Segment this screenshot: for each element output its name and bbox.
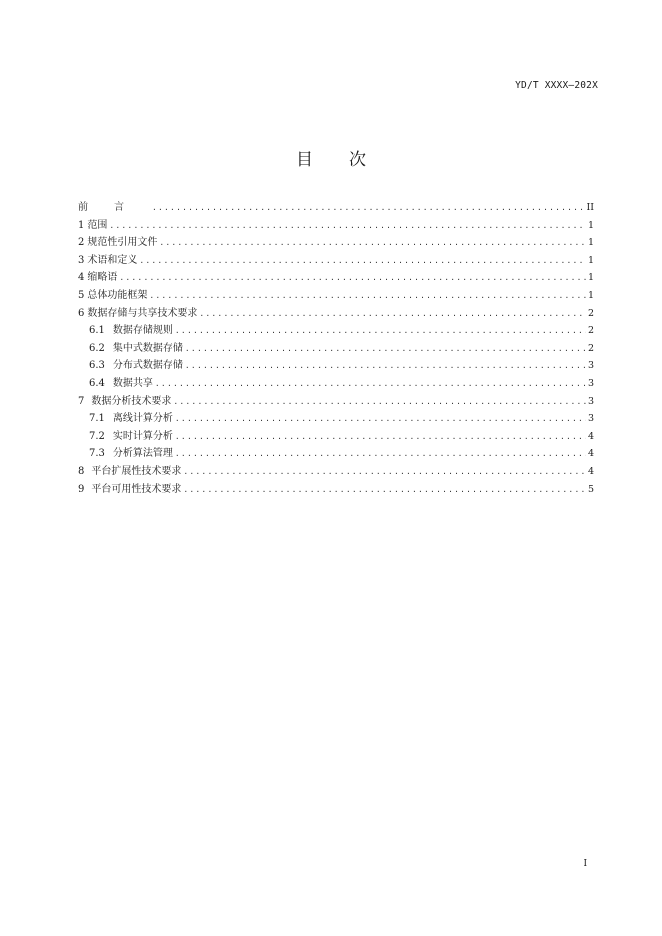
toc-dot-leader	[185, 357, 586, 375]
toc-entry[interactable]	[78, 252, 594, 270]
toc-entry-number: 3	[78, 254, 85, 266]
toc-entry-page: 3	[587, 395, 594, 407]
toc-entry-number: 7.2	[89, 430, 105, 442]
toc-dot-leader	[175, 322, 586, 340]
toc-entry-label: 总体功能框架	[87, 289, 148, 301]
toc-entry-number: 7.1	[89, 413, 105, 425]
toc-entry-number: 8	[78, 465, 85, 477]
toc-dot-leader	[175, 445, 586, 463]
toc-entry-page: 1	[587, 237, 594, 249]
toc-entry[interactable]	[78, 340, 594, 358]
toc-entry[interactable]	[78, 463, 594, 481]
toc-entry-label: 数据分析技术要求	[91, 395, 172, 407]
toc-entry[interactable]	[78, 428, 594, 446]
toc-entry-number: 2	[78, 237, 85, 249]
toc-entry-page: 2	[587, 307, 594, 319]
toc-entry-label: 缩略语	[87, 272, 118, 284]
toc-dot-leader	[173, 393, 586, 411]
toc-dot-leader	[183, 463, 586, 481]
toc-entry-page: II	[586, 202, 594, 213]
toc-entry-number: 7.3	[89, 448, 105, 460]
toc-entry-page: 1	[587, 254, 594, 266]
toc-entry-number: 5	[78, 289, 85, 301]
toc-entry-number: 6.4	[89, 377, 105, 389]
toc-dot-leader	[152, 199, 584, 217]
toc-entry-label: 规范性引用文件	[87, 237, 158, 249]
toc-entry-label: 集中式数据存储	[112, 342, 183, 354]
toc-entry[interactable]	[78, 445, 594, 463]
toc-entry-number: 7	[78, 395, 85, 407]
toc-entry[interactable]	[78, 199, 594, 217]
toc-dot-leader	[183, 481, 586, 499]
toc-entry-label: 分布式数据存储	[112, 360, 183, 372]
toc-entry-page: 1	[587, 289, 594, 301]
document-code: YD/T XXXX—202X	[515, 80, 598, 91]
toc-entry-number: 6.2	[89, 342, 105, 354]
toc-dot-leader	[185, 340, 586, 358]
toc-entry-page: 2	[587, 342, 594, 354]
toc-entry-label: 平台可用性技术要求	[91, 483, 182, 495]
toc-entry[interactable]	[78, 322, 594, 340]
toc-dot-leader	[109, 217, 586, 235]
toc-entry[interactable]	[78, 410, 594, 428]
toc-entry[interactable]	[78, 234, 594, 252]
toc-entry[interactable]	[78, 357, 594, 375]
toc-dot-leader	[175, 410, 586, 428]
toc-entry[interactable]	[78, 375, 594, 393]
toc-entry-page: 3	[587, 413, 594, 425]
toc-entry[interactable]	[78, 481, 594, 499]
page-number: I	[583, 859, 587, 869]
toc-entry-page: 2	[587, 325, 594, 337]
toc-dot-leader	[159, 234, 586, 252]
toc-entry-label: 数据存储规则	[112, 325, 173, 337]
toc-entry-number: 6	[78, 307, 85, 319]
toc-entry-label: 平台扩展性技术要求	[91, 465, 182, 477]
toc-entry-number: 1	[78, 219, 85, 231]
toc-entry-label: 离线计算分析	[112, 413, 173, 425]
toc-dot-leader	[155, 375, 586, 393]
table-of-contents	[78, 199, 594, 498]
toc-entry-number: 6.1	[89, 325, 105, 337]
toc-entry-number: 4	[78, 272, 85, 284]
toc-entry-number: 6.3	[89, 360, 105, 372]
toc-entry-page: 3	[587, 360, 594, 372]
toc-entry[interactable]	[78, 269, 594, 287]
toc-dot-leader	[149, 287, 586, 305]
toc-entry-page: 3	[587, 377, 594, 389]
toc-entry[interactable]	[78, 287, 594, 305]
toc-entry-label: 术语和定义	[87, 254, 138, 266]
toc-entry-page: 4	[587, 430, 594, 442]
toc-entry[interactable]	[78, 393, 594, 411]
toc-entry-page: 4	[587, 465, 594, 477]
toc-entry-page: 1	[587, 219, 594, 231]
toc-entry-label: 数据共享	[112, 377, 153, 389]
toc-entry-number: 9	[78, 483, 85, 495]
toc-entry-page: 1	[587, 272, 594, 284]
toc-entry-label: 实时计算分析	[112, 430, 173, 442]
toc-dot-leader	[175, 428, 586, 446]
toc-entry-label: 范围	[87, 219, 108, 231]
toc-dot-leader	[139, 252, 586, 270]
toc-entry-label: 数据存储与共享技术要求	[87, 307, 198, 319]
toc-entry-page: 5	[587, 483, 594, 495]
toc-dot-leader	[119, 269, 586, 287]
toc-dot-leader	[199, 305, 586, 323]
toc-entry[interactable]	[78, 217, 594, 235]
toc-entry[interactable]	[78, 305, 594, 323]
page-title: 目次	[296, 150, 402, 170]
toc-entry-label: 分析算法管理	[112, 448, 173, 460]
toc-entry-label: 前言	[78, 202, 150, 213]
toc-entry-page: 4	[587, 448, 594, 460]
